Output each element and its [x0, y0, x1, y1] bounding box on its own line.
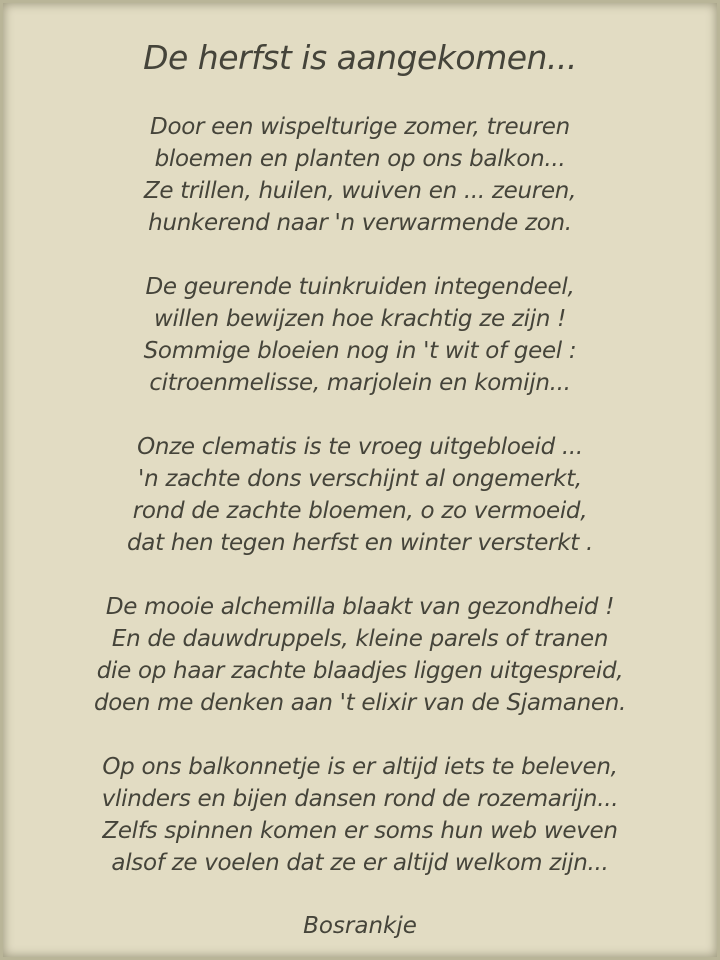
- poem-line: dat hen tegen herfst en winter versterkt .: [127, 530, 593, 556]
- poem-line: hunkerend naar 'n verwarmende zon.: [148, 210, 572, 236]
- stanza-4: [0, 591, 720, 719]
- poem-line: Door een wispelturige zomer, treuren: [150, 114, 570, 140]
- stanza-3: [0, 431, 720, 559]
- poem-line: die op haar zachte blaadjes liggen uitgespreid,: [96, 658, 624, 684]
- poem-line: Onze clematis is te vroeg uitgebloeid ...: [137, 434, 583, 460]
- poem-line: willen bewijzen hoe krachtig ze zijn !: [153, 306, 567, 332]
- poem-line: bloemen en planten op ons balkon...: [154, 146, 566, 172]
- poem-line: vlinders en bijen dansen rond de rozemarijn...: [101, 786, 619, 812]
- poem-line: rond de zachte bloemen, o zo vermoeid,: [132, 498, 588, 524]
- poem-line: 'n zachte dons verschijnt al ongemerkt,: [138, 466, 582, 492]
- poem-line: Ze trillen, huilen, wuiven en ... zeuren,: [143, 178, 577, 204]
- poem-line: Zelfs spinnen komen er soms hun web weven: [102, 818, 618, 844]
- stanza-2: [0, 271, 720, 399]
- stanza-1: [0, 111, 720, 239]
- poem-title: De herfst is aangekomen...: [143, 38, 577, 77]
- poem-line: Sommige bloeien nog in 't wit of geel :: [143, 338, 577, 364]
- poem-line: De mooie alchemilla blaakt van gezondheid !: [105, 594, 615, 620]
- poem-line: alsof ze voelen dat ze er altijd welkom zijn...: [111, 850, 609, 876]
- poem-line: Op ons balkonnetje is er altijd iets te beleven,: [102, 754, 618, 780]
- poem-author: Bosrankje: [303, 913, 417, 939]
- poem-line: doen me denken aan 't elixir van de Sjamanen.: [93, 690, 627, 716]
- poem-line: De geurende tuinkruiden integendeel,: [145, 274, 575, 300]
- stanza-5: [0, 751, 720, 879]
- poem-line: citroenmelisse, marjolein en komijn...: [149, 370, 571, 396]
- poem-line: En de dauwdruppels, kleine parels of tranen: [111, 626, 609, 652]
